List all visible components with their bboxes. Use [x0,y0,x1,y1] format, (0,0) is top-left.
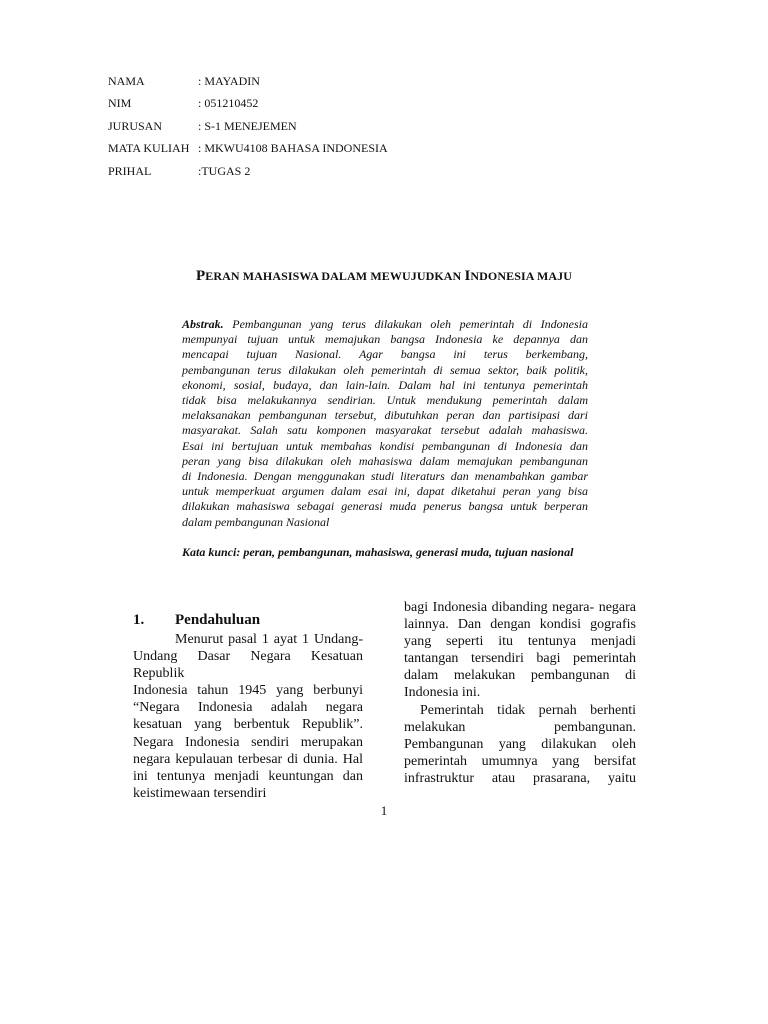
info-label: PRIHAL [108,163,152,178]
abstract-line: untuk memperkuat argumen dalam esai ini, dapat diketahui peran yang bisa [182,484,588,499]
abstract-line: Esai ini bertujuan untuk membahas kondisi pembangunan di Indonesia dan [182,438,588,453]
paragraph-line: melakukan pembangunan. [404,719,636,735]
info-row-prihal [108,160,388,183]
paragraph-line: Negara Indonesia sendiri merupakan [133,734,363,750]
abstract-line: peran yang bisa dilakukan oleh mahasiswa dalam memajukan pembangunan [182,453,588,468]
title-cap-p: P [195,268,206,284]
paragraph-line: negara kepulauan terbesar di dunia. Hal [133,751,363,767]
paragraph-line: tantangan tersendiri bagi pemerintah [404,651,636,667]
abstract-line: masyarakat. Salah satu komponen masyarakat tersebut adalah mahasiswa. [182,423,588,438]
abstract-line [182,317,588,332]
abstract-line: mempunyai tujuan untuk memajukan bangsa Indonesia ke depannya dan [182,332,588,347]
abstract-line: ekonomi, sosial, budaya, dan lain-lain. Dalam hal ini tentunya pemerintah [182,377,588,392]
abstract-line: dalam pembangunan Nasional [182,514,330,529]
paragraph-line: pemerintah umumnya yang bersifat [404,753,636,769]
section-title: Pendahuluan [175,612,261,628]
info-label: MATA KULIAH [108,141,190,156]
paragraph-line: lainnya. Dan dengan kondisi gografis [404,617,636,633]
abstract-line: mencapai tujuan Nasional. Agar bangsa ini terus berkembang, [182,347,588,362]
title-part-2: NDONESIA MAJU [470,269,573,283]
info-label: NIM [108,96,132,111]
section-heading [133,612,260,629]
abstract-line: tidak bisa melakukannya sendirian. Untuk mendukung pemerintah dalam [182,393,588,408]
paragraph-line: Pembangunan yang dilakukan oleh [404,736,636,752]
info-label: JURUSAN [108,118,163,133]
abstract-line-text: Pembangunan yang terus dilakukan oleh pemerintah di Indonesia [223,317,588,331]
info-row-mata-kuliah [108,138,388,161]
paragraph-line: Menurut pasal 1 ayat 1 Undang- [175,632,363,647]
abstract-line: di Indonesia. Dengan menggunakan studi literaturs dan menambahkan gambar [182,469,588,484]
page-number: 1 [380,803,388,818]
paragraph-line: Undang Dasar Negara Kesatuan Republik [133,649,363,682]
paragraph-line: Indonesia ini. [404,685,481,701]
abstract-lead: Abstrak. [182,317,224,331]
student-info [108,70,388,183]
document-title [0,268,768,285]
paragraph-line: keistimewaan tersendiri [133,785,267,801]
paragraph-line: Indonesia tahun 1945 yang berbunyi [133,683,363,699]
paragraph-line: “Negara Indonesia adalah negara [133,700,363,716]
paragraph-line: bagi Indonesia dibanding negara- negara [404,600,636,615]
right-column [404,599,636,787]
left-column [133,631,363,802]
title-part-1: ERAN MAHASISWA DALAM MEWUJUDKAN [205,269,465,283]
paragraph-line: yang seperti itu tentunya menjadi [404,634,636,650]
paragraph-line: infrastruktur atau prasarana, yaitu [404,770,636,786]
info-label: NAMA [108,73,145,88]
info-value: : MKWU4108 BAHASA INDONESIA [198,141,388,156]
keywords: Kata kunci: peran, pembangunan, mahasiswa, generasi muda, tujuan nasional [182,545,574,559]
paragraph-line: dalam melakukan pembangunan di [404,668,636,684]
paragraph-line: kesatuan yang berbentuk Republik”. [133,717,363,733]
section-number: 1. [133,612,145,628]
info-row-nama [108,70,388,93]
paragraph-line: Pemerintah tidak pernah berhenti [420,702,636,718]
info-row-nim [108,93,388,116]
info-row-jurusan [108,115,388,138]
info-value: : 051210452 [198,96,259,111]
abstract-line: melaksanakan pembangunan tersebut, dibutuhkan peran dan partisipasi dari [182,408,588,423]
info-value: :TUGAS 2 [198,163,251,178]
paragraph-line: ini tentunya menjadi keuntungan dan [133,768,363,784]
abstract-line: pembangunan terus dilakukan oleh pemerintah di semua sektor, baik politik, [182,362,588,377]
abstract-line: dilakukan mahasiswa sebagai generasi muda penerus bangsa untuk berperan [182,499,588,514]
title-cap-i: I [464,268,471,284]
info-value: : MAYADIN [198,73,260,88]
abstract [182,317,588,530]
info-value: : S-1 MENEJEMEN [198,118,297,133]
